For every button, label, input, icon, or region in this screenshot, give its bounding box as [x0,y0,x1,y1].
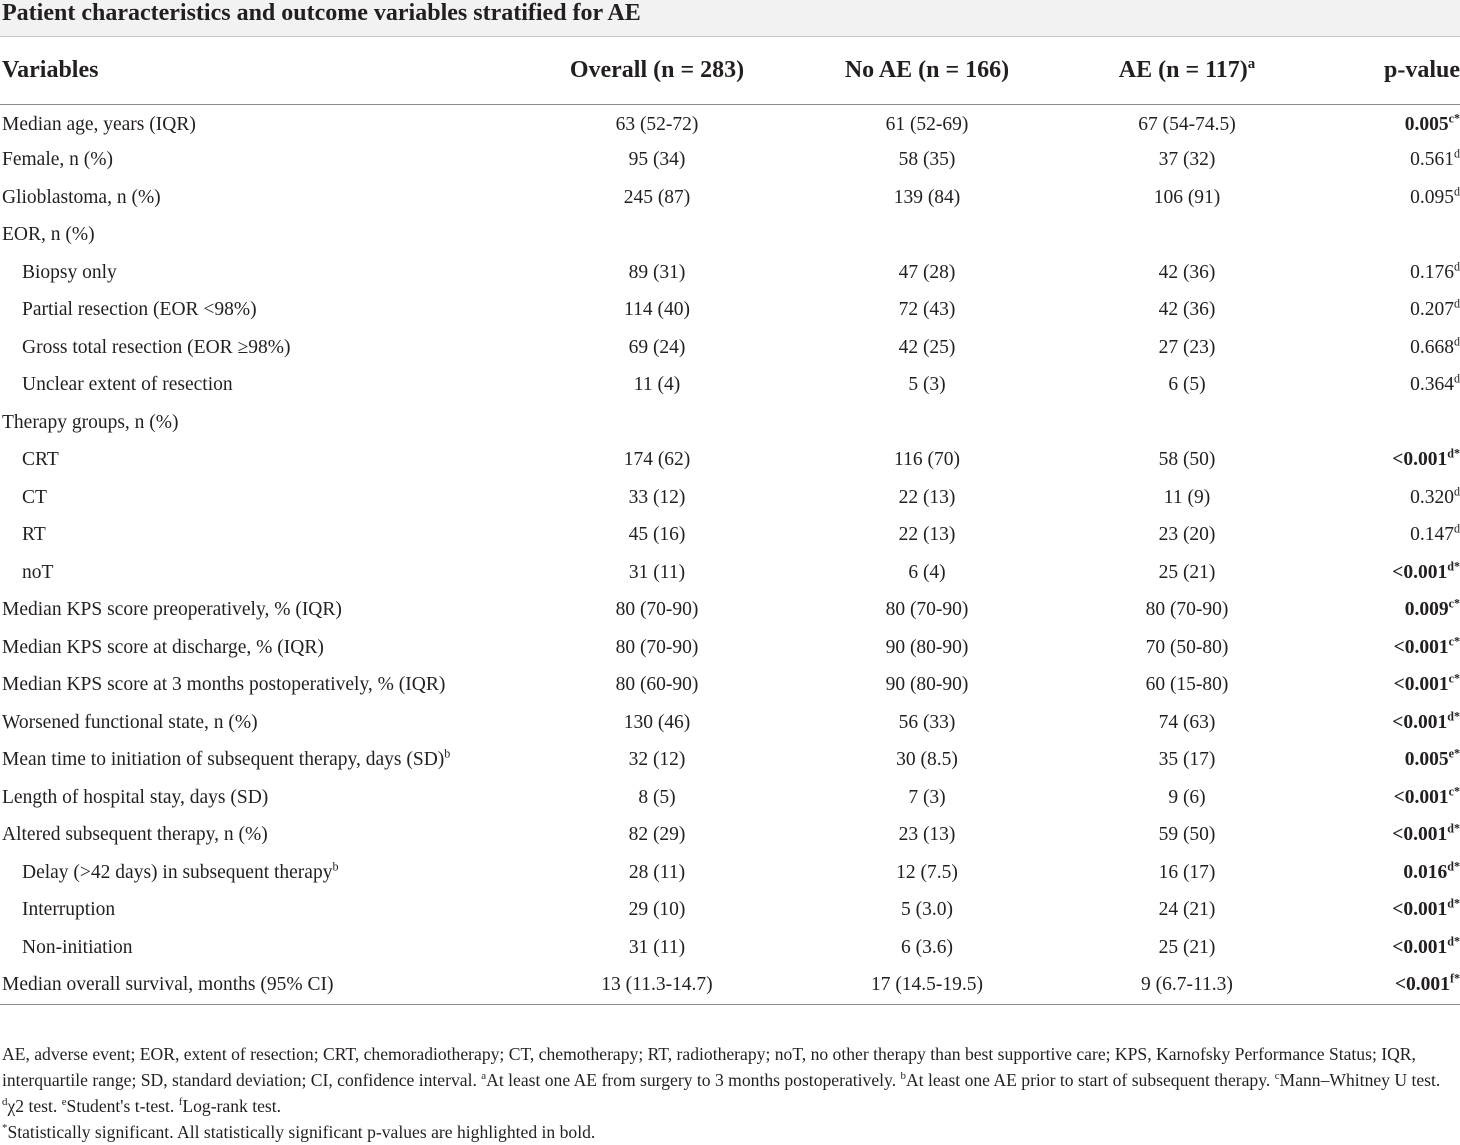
cell-variable [0,929,522,967]
table-row [0,329,1460,367]
pvalue-sup: d [1453,371,1460,386]
table-row [0,142,1460,180]
cell-no-ae: 22 (13) [898,524,956,546]
table-row [0,629,1460,667]
cell-overall [522,217,792,255]
pvalue-sup: d [1453,334,1460,349]
footnote-c: Mann–Whitney U test. [1279,1070,1441,1090]
cell-no-ae: 23 (13) [898,824,956,846]
cell-ae: 27 (23) [1158,336,1216,358]
pvalue-text: <0.001 [1394,974,1450,996]
variable-label: Therapy groups, n (%) [2,411,179,433]
cell-overall: 33 (12) [628,486,686,508]
cell-pvalue [1312,329,1460,367]
pvalue-sup: c* [1448,784,1460,799]
cell-pvalue [1312,742,1460,780]
cell-no-ae: 58 (35) [898,149,956,171]
cell-ae: 35 (17) [1158,749,1216,771]
header-pvalue: p-value [1383,57,1460,84]
table-row [0,667,1460,705]
pvalue-text: <0.001 [1392,711,1448,733]
variable-label: RT [22,524,46,546]
variable-label: Delay (>42 days) in subsequent therapy [22,861,333,883]
cell-no-ae: 7 (3) [908,786,946,808]
pvalue-sup: d* [1447,859,1460,874]
pvalue-text: 0.016 [1403,861,1448,883]
pvalue-text: <0.001 [1392,899,1448,921]
pvalue-text: <0.001 [1392,824,1448,846]
footnote-a-marker: a [481,1070,487,1083]
cell-pvalue [1312,779,1460,817]
footnote-a: At least one AE from surgery to 3 months postoperatively. [486,1070,897,1090]
table-row [0,479,1460,517]
cell-pvalue [1312,104,1460,142]
cell-ae: 70 (50-80) [1145,636,1229,658]
cell-variable [0,179,522,217]
cell-overall: 245 (87) [623,186,691,208]
cell-ae: 37 (32) [1158,149,1216,171]
cell-no-ae: 116 (70) [894,449,960,471]
pvalue-sup: c* [1448,111,1460,125]
variable-label: Interruption [22,899,116,921]
cell-overall: 82 (29) [628,824,686,846]
footnote-b: At least one AE prior to start of subsequent therapy. [905,1070,1271,1090]
variable-label: CT [22,486,47,508]
footnote-f: Log-rank test. [182,1096,282,1116]
table-row [0,217,1460,255]
cell-pvalue [1312,517,1460,555]
footnote-abbreviations: AE, adverse event; EOR, extent of resection; CRT, chemoradiotherapy; CT, chemotherapy; RT, radiotherapy; noT, no other therapy than best supportive care; KPS, Karnofsky Performance Status; IQR, interquartile range; SD, standard deviation; CI, confidence interval. [2,1044,1416,1090]
variable-label: Biopsy only [22,261,117,283]
pvalue-text: 0.005 [1404,113,1449,135]
cell-ae: 25 (21) [1158,936,1216,958]
cell-no-ae: 72 (43) [898,299,956,321]
cell-pvalue [1312,179,1460,217]
pvalue-sup: d [1453,146,1460,161]
table-row [0,254,1460,292]
pvalue-text: 0.176 [1410,261,1454,283]
cell-pvalue [1312,629,1460,667]
pvalue-text: <0.001 [1393,674,1449,696]
pvalue-sup: c* [1448,634,1460,649]
cell-pvalue [1312,967,1460,1005]
cell-no-ae: 139 (84) [893,186,961,208]
variable-label: Mean time to initiation of subsequent therapy, days (SD) [2,749,445,771]
pvalue-sup: d* [1447,896,1460,911]
cell-overall: 45 (16) [628,524,686,546]
cell-variable [0,742,522,780]
table-row [0,592,1460,630]
table-row [0,179,1460,217]
cell-no-ae: 17 (14.5-19.5) [870,974,984,996]
cell-variable [0,667,522,705]
cell-ae: 67 (54-74.5) [1138,113,1236,135]
cell-variable [0,404,522,442]
cell-overall: 130 (46) [623,711,691,733]
footnote-star-marker: * [2,1122,8,1135]
cell-pvalue [1312,892,1460,930]
cell-variable [0,367,522,405]
pvalue-text: 0.095 [1410,186,1454,208]
characteristics-table [0,38,1460,1005]
cell-ae: 6 (5) [1168,374,1206,396]
cell-ae: 60 (15-80) [1145,674,1229,696]
pvalue-text: <0.001 [1392,936,1448,958]
variable-label: Median age, years (IQR) [2,113,196,135]
variable-label: Gross total resection (EOR ≥98%) [22,336,291,358]
footnote-significance [2,1119,1460,1145]
cell-overall: 28 (11) [628,861,686,883]
cell-pvalue [1312,667,1460,705]
cell-overall: 174 (62) [623,449,691,471]
variable-label: Length of hospital stay, days (SD) [2,786,269,808]
header-row [0,38,1460,104]
cell-no-ae: 6 (4) [908,561,946,583]
footnote-e-marker: e [61,1096,67,1109]
cell-ae: 9 (6) [1168,786,1206,808]
pvalue-text: <0.001 [1392,561,1448,583]
cell-variable [0,817,522,855]
cell-variable [0,442,522,480]
cell-variable [0,854,522,892]
cell-variable [0,967,522,1005]
pvalue-text: 0.320 [1410,486,1454,508]
table-row [0,404,1460,442]
cell-overall: 8 (5) [638,786,676,808]
cell-no-ae: 12 (7.5) [896,861,958,883]
variable-label: CRT [22,449,59,471]
pvalue-sup: d* [1447,934,1460,949]
table-row [0,817,1460,855]
variable-label: Median KPS score at discharge, % (IQR) [2,636,324,658]
footnote-paragraph [2,1041,1460,1119]
header-overall: Overall (n = 283) [569,57,745,84]
header-variables: Variables [2,57,99,84]
variable-label: Unclear extent of resection [22,374,233,396]
table-row [0,104,1460,142]
cell-no-ae: 90 (80-90) [885,674,969,696]
cell-pvalue [1312,479,1460,517]
variable-label: Partial resection (EOR <98%) [22,299,257,321]
cell-no-ae [792,217,1062,255]
cell-variable [0,104,522,142]
table-row [0,704,1460,742]
cell-ae: 42 (36) [1158,261,1216,283]
pvalue-text: 0.364 [1410,374,1454,396]
cell-ae: 59 (50) [1158,824,1216,846]
cell-ae: 25 (21) [1158,561,1216,583]
variable-label-sup: b [332,859,339,874]
cell-no-ae: 42 (25) [898,336,956,358]
pvalue-text: 0.005 [1404,749,1449,771]
cell-pvalue [1312,592,1460,630]
pvalue-text: 0.147 [1410,524,1454,546]
cell-no-ae: 22 (13) [898,486,956,508]
table-row [0,517,1460,555]
pvalue-text: <0.001 [1392,449,1448,471]
header-ae-sup: a [1247,56,1256,73]
cell-overall: 80 (70-90) [615,636,699,658]
table-row [0,967,1460,1005]
cell-no-ae: 6 (3.6) [901,936,953,958]
cell-no-ae: 5 (3) [908,374,946,396]
pvalue-sup: d* [1447,709,1460,724]
cell-overall: 63 (52-72) [615,113,699,135]
cell-ae: 42 (36) [1158,299,1216,321]
cell-overall: 95 (34) [628,149,686,171]
cell-pvalue [1312,367,1460,405]
cell-variable [0,779,522,817]
variable-label: EOR, n (%) [2,224,95,246]
footnote-b-marker: b [900,1070,906,1083]
variable-label: Worsened functional state, n (%) [2,711,258,733]
cell-ae: 9 (6.7-11.3) [1141,974,1233,996]
cell-variable [0,292,522,330]
cell-no-ae: 30 (8.5) [896,749,958,771]
pvalue-text: 0.668 [1410,336,1454,358]
cell-overall [522,404,792,442]
cell-overall: 31 (11) [628,561,686,583]
pvalue-text: <0.001 [1393,786,1449,808]
pvalue-text: 0.561 [1410,149,1454,171]
cell-pvalue [1312,817,1460,855]
cell-ae [1062,217,1312,255]
cell-no-ae: 47 (28) [898,261,956,283]
pvalue-sup: d* [1447,559,1460,574]
cell-ae: 16 (17) [1158,861,1216,883]
cell-overall: 31 (11) [628,936,686,958]
table-row [0,892,1460,930]
cell-no-ae: 61 (52-69) [885,113,969,135]
pvalue-sup: d [1453,296,1460,311]
pvalue-text: 0.207 [1410,299,1454,321]
cell-variable [0,517,522,555]
pvalue-sup: d [1453,184,1460,199]
cell-variable [0,329,522,367]
cell-ae: 106 (91) [1153,186,1221,208]
pvalue-sup: e* [1448,746,1460,761]
pvalue-sup: f* [1449,971,1460,986]
table-row [0,854,1460,892]
variable-label: Female, n (%) [2,149,114,171]
cell-ae: 23 (20) [1158,524,1216,546]
cell-overall: 114 (40) [624,299,690,321]
pvalue-text: <0.001 [1393,636,1449,658]
cell-pvalue [1312,142,1460,180]
cell-ae: 74 (63) [1158,711,1216,733]
pvalue-sup: d [1453,521,1460,536]
footnote-d: χ2 test. [7,1096,58,1116]
cell-variable [0,217,522,255]
pvalue-sup: c* [1448,596,1460,611]
cell-overall: 80 (70-90) [615,599,699,621]
pvalue-sup: c* [1448,671,1460,686]
cell-variable [0,892,522,930]
footnote-f-marker: f [178,1096,183,1109]
cell-variable [0,254,522,292]
variable-label: Median KPS score at 3 months postoperatively, % (IQR) [2,674,446,696]
cell-no-ae [792,404,1062,442]
header-no-ae: No AE (n = 166) [844,57,1010,84]
cell-no-ae: 5 (3.0) [901,899,953,921]
cell-overall: 32 (12) [628,749,686,771]
cell-pvalue [1312,404,1460,442]
cell-pvalue [1312,929,1460,967]
table-row [0,779,1460,817]
cell-ae: 58 (50) [1158,449,1216,471]
table-row [0,442,1460,480]
cell-variable [0,142,522,180]
pvalue-sup: d [1453,259,1460,274]
variable-label: Glioblastoma, n (%) [2,186,161,208]
cell-variable [0,592,522,630]
pvalue-sup: d* [1447,446,1460,461]
cell-ae [1062,404,1312,442]
cell-no-ae: 80 (70-90) [885,599,969,621]
cell-variable [0,704,522,742]
cell-variable [0,629,522,667]
cell-no-ae: 56 (33) [898,711,956,733]
cell-ae: 24 (21) [1158,899,1216,921]
pvalue-sup: d [1453,484,1460,499]
cell-pvalue [1312,217,1460,255]
variable-label: noT [22,561,54,583]
footnote-e: Student's t-test. [66,1096,175,1116]
cell-variable [0,554,522,592]
cell-no-ae: 90 (80-90) [885,636,969,658]
cell-overall: 89 (31) [628,261,686,283]
footnote-c-marker: c [1274,1070,1280,1083]
cell-overall: 80 (60-90) [615,674,699,696]
pvalue-sup: d* [1447,821,1460,836]
table-caption: Patient characteristics and outcome variables stratified for AE [0,0,1460,37]
table-footnotes [0,1041,1460,1145]
cell-pvalue [1312,854,1460,892]
variable-label: Altered subsequent therapy, n (%) [2,824,268,846]
table-row [0,554,1460,592]
cell-pvalue [1312,292,1460,330]
footnote-d-marker: d [2,1096,8,1109]
footnote-star: Statistically significant. All statistically significant p-values are highlighted in bold. [7,1122,596,1142]
variable-label: Median overall survival, months (95% CI) [2,974,334,996]
cell-ae: 80 (70-90) [1145,599,1229,621]
header-ae [1062,38,1312,104]
cell-pvalue [1312,554,1460,592]
variable-label-sup: b [444,746,451,761]
cell-overall: 69 (24) [628,336,686,358]
table-row [0,929,1460,967]
pvalue-text: 0.009 [1404,599,1449,621]
cell-overall: 13 (11.3-14.7) [601,974,713,996]
variable-label: Non-initiation [22,936,133,958]
header-ae-text: AE (n = 117) [1118,57,1248,84]
cell-overall: 11 (4) [633,374,681,396]
cell-variable [0,479,522,517]
cell-overall: 29 (10) [628,899,686,921]
cell-pvalue [1312,442,1460,480]
cell-pvalue [1312,704,1460,742]
table-row [0,292,1460,330]
cell-ae: 11 (9) [1163,486,1211,508]
cell-pvalue [1312,254,1460,292]
table-body [0,104,1460,1005]
variable-label: Median KPS score preoperatively, % (IQR) [2,599,342,621]
table-row [0,367,1460,405]
table-row [0,742,1460,780]
